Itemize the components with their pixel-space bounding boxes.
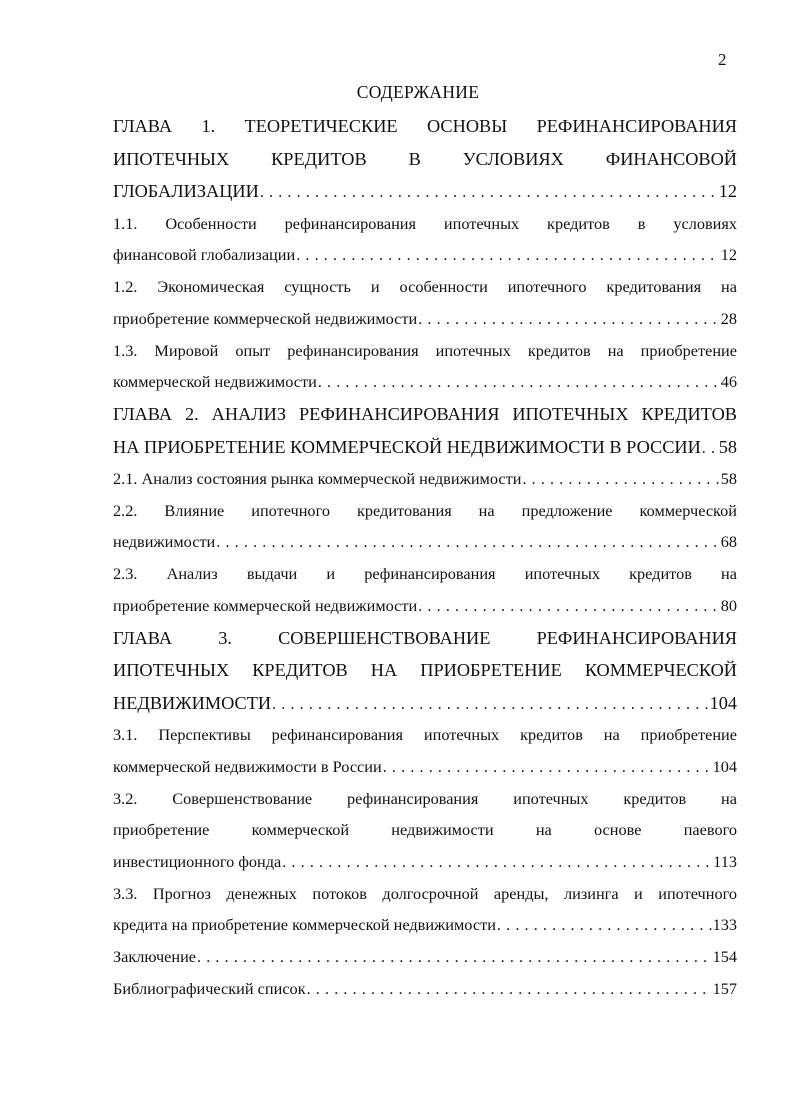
dot-leader	[260, 177, 718, 210]
toc-entry-text: приобретение коммерческой недвижимости	[113, 595, 418, 615]
toc-entry-last-line	[113, 431, 737, 464]
toc-entry-text: приобретение коммерческой недвижимости	[113, 308, 418, 328]
toc-page-number: 104	[712, 757, 737, 776]
toc-entry-text: приобретение коммерческой недвижимости на основе паевого	[113, 820, 737, 840]
dot-leader	[272, 689, 709, 722]
toc-entry-text: ГЛАВА 1. ТЕОРЕТИЧЕСКИЕ ОСНОВЫ РЕФИНАНСИРОВАНИЯ	[113, 116, 737, 136]
toc-page-number: 46	[720, 372, 737, 392]
toc-entry-text: НА ПРИОБРЕТЕНИЕ КОММЕРЧЕСКОЙ НЕДВИЖИМОСТИ В РОССИИ	[113, 436, 701, 457]
toc-page-number: 58	[720, 469, 737, 489]
toc-entry[interactable]	[113, 271, 737, 334]
toc-entry-text: коммерческой недвижимости в России	[113, 757, 382, 776]
toc-entry[interactable]	[113, 208, 737, 271]
toc-page-number: 157	[712, 978, 737, 998]
toc-page-number: 58	[718, 436, 737, 457]
toc-entry-last-line	[113, 526, 737, 558]
toc-entry-last-line	[113, 941, 737, 973]
toc-page-number: 28	[720, 308, 737, 328]
toc-entry-last-line	[113, 973, 737, 1005]
dot-leader	[307, 974, 712, 1006]
toc-entry[interactable]	[113, 973, 737, 1005]
dot-leader	[418, 304, 719, 336]
toc-page-number: 12	[718, 181, 737, 202]
toc-entry-text: 1.2. Экономическая сущность и особенности ипотечного кредитования на	[113, 277, 737, 297]
page-number: 2	[718, 50, 727, 69]
toc-entry-text: НЕДВИЖИМОСТИ	[113, 692, 272, 713]
toc-entry[interactable]	[113, 335, 737, 398]
toc-entry-text: 3.2. Совершенствование рефинансирования ипотечных кредитов на	[113, 788, 737, 808]
toc-entry[interactable]	[113, 719, 737, 782]
toc-chapter-entry[interactable]	[113, 398, 737, 463]
dot-leader	[522, 464, 719, 496]
toc-entry[interactable]	[113, 783, 737, 878]
toc-entry-last-line	[113, 846, 737, 878]
toc-page-number: 154	[712, 947, 737, 967]
toc-entry-text: 3.3. Прогноз денежных потоков долгосрочной аренды, лизинга и ипотечного	[113, 883, 737, 903]
toc-entry-text: 2.1. Анализ состояния рынка коммерческой недвижимости	[113, 469, 522, 489]
toc-page-number: 80	[720, 595, 737, 615]
dot-leader	[197, 942, 712, 974]
toc-entry-last-line	[113, 909, 737, 941]
toc-entry-last-line	[113, 687, 737, 720]
dot-leader	[318, 367, 720, 399]
toc-entry-last-line	[113, 366, 737, 398]
toc-entry-text: 2.2. Влияние ипотечного кредитования на предложение коммерческой	[113, 500, 737, 520]
dot-leader	[216, 527, 719, 559]
toc-page-number: 68	[720, 532, 737, 552]
toc-entry[interactable]	[113, 463, 737, 495]
toc-entry[interactable]	[113, 878, 737, 941]
toc-entry-text: Заключение	[113, 947, 197, 967]
toc-entry-last-line	[113, 751, 737, 783]
toc-entry-text: 1.1. Особенности рефинансирования ипотечных кредитов в условиях	[113, 213, 737, 233]
toc-entry-last-line	[113, 303, 737, 335]
toc-page-number: 12	[720, 245, 737, 265]
toc-entry-text: 1.3. Мировой опыт рефинансирования ипотечных кредитов на приобретение	[113, 340, 737, 360]
toc-entry-text: ИПОТЕЧНЫХ КРЕДИТОВ НА ПРИОБРЕТЕНИЕ КОММЕРЧЕСКОЙ	[113, 660, 737, 681]
toc-entry-text: коммерческой недвижимости	[113, 372, 317, 392]
toc-entry-last-line	[113, 239, 737, 271]
toc-entry-text: ИПОТЕЧНЫХ КРЕДИТОВ В УСЛОВИЯХ ФИНАНСОВОЙ	[113, 148, 737, 169]
toc-entry-text: 3.1. Перспективы рефинансирования ипотечных кредитов на приобретение	[113, 725, 737, 745]
dot-leader	[497, 910, 712, 942]
dot-leader	[296, 240, 720, 272]
toc-page-number: 133	[712, 915, 737, 935]
toc-entry-text: ГЛАВА 2. АНАЛИЗ РЕФИНАНСИРОВАНИЯ ИПОТЕЧНЫХ КРЕДИТОВ	[113, 403, 737, 424]
toc-entry[interactable]	[113, 558, 737, 621]
toc-entry-text: инвестиционного фонда	[113, 852, 282, 872]
toc-entry-text: Библиографический список	[113, 978, 306, 998]
toc-entry[interactable]	[113, 941, 737, 973]
toc-entry-text: кредита на приобретение коммерческой недвижимости	[113, 915, 496, 935]
table-of-contents	[113, 110, 737, 1005]
toc-entry-last-line	[113, 175, 737, 208]
toc-chapter-entry[interactable]	[113, 622, 737, 720]
dot-leader	[418, 591, 719, 623]
toc-entry-text: недвижимости	[113, 532, 216, 552]
toc-entry-text: ГЛОБАЛИЗАЦИИ	[113, 181, 259, 202]
toc-entry[interactable]	[113, 495, 737, 558]
toc-page-number: 113	[713, 852, 737, 872]
toc-chapter-entry[interactable]	[113, 110, 737, 208]
toc-entry-text: 2.3. Анализ выдачи и рефинансирования ипотечных кредитов на	[113, 564, 737, 584]
toc-title: СОДЕРЖАНИЕ	[356, 82, 480, 102]
toc-entry-last-line	[113, 463, 737, 495]
dot-leader	[702, 433, 718, 466]
toc-entry-text: финансовой глобализации	[113, 245, 296, 265]
dot-leader	[383, 752, 712, 784]
dot-leader	[282, 847, 712, 879]
toc-entry-text: ГЛАВА 3. СОВЕРШЕНСТВОВАНИЕ РЕФИНАНСИРОВАНИЯ	[113, 627, 737, 648]
toc-page-number: 104	[709, 692, 737, 713]
toc-entry-last-line	[113, 590, 737, 622]
